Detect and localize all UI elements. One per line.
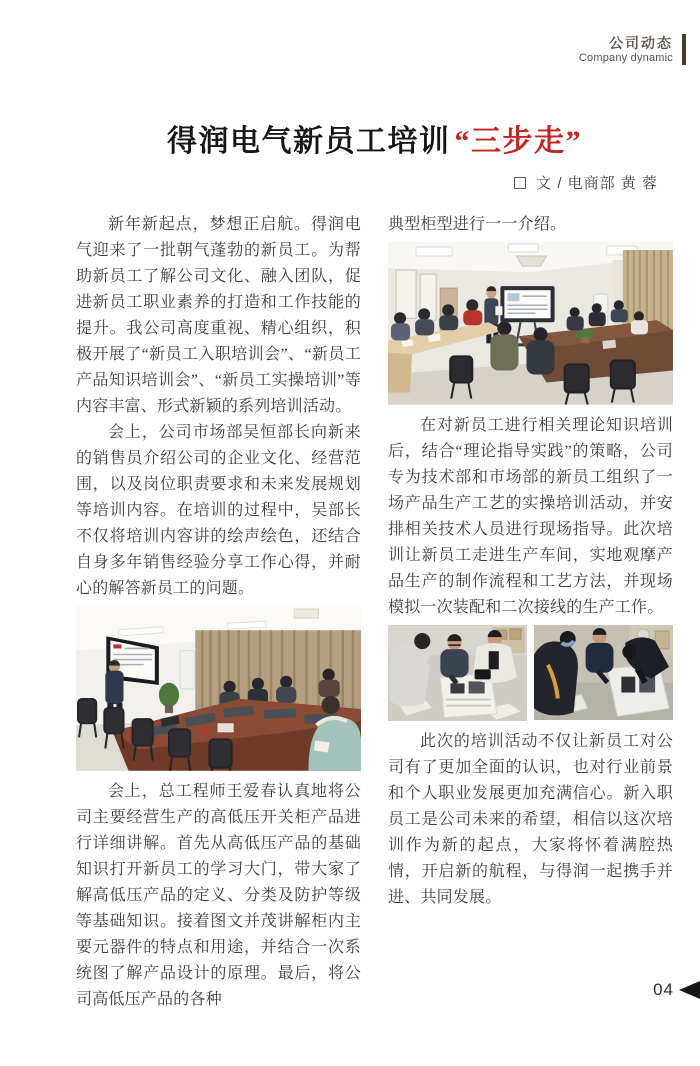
section-header-text [579, 35, 673, 65]
paragraph: 典型柜型进行一一介绍。 [388, 216, 567, 233]
paragraph: 在对新员工进行相关理论知识培训后，结合“理论指导实践”的策略，公司专为技术部和市场部的新员工组织了一场产品生产工艺的实操培训活动，并安排相关技术人员进行现场指导。此次培训让新员工走进生产车间，实地观摩产品生产的制作流程和工艺方法，并现场模拟一次装配和二次接线的生产工作。 [388, 416, 673, 616]
photo-meeting-room-screen-illustration [388, 242, 673, 405]
photo-practice-assembly [388, 625, 527, 722]
article-body [76, 212, 673, 1013]
practice-photos-row [388, 625, 673, 722]
byline-text: 文 / 电商部 黄 蓉 [536, 175, 658, 192]
left-column [76, 212, 361, 1013]
paragraph: 此次的培训活动不仅让新员工对公司有了更加全面的认识，也对行业前景和个人职业发展更加充满信心。新入职员工是公司未来的希望，相信以这次培训作为新的起点，大家将怀着满腔热情，开启新的航程，与得润一起携手并进、共同发展。 [388, 733, 673, 907]
photo-conference-room-tv [76, 606, 361, 771]
header-divider-bar [682, 34, 686, 65]
paragraph: 会上，总工程师王爱春认真地将公司主要经营生产的高低压开关柜产品进行详细讲解。首先从高低压产品的基础知识打开新员工的学习大门，带大家了解高低压产品的定义、分类及防护等级等基础知识。接着图文并茂讲解柜内主要元器件的特点和用途，并结合一次系统图了解产品设计的原理。最后，将公司高低压产品的各种 [76, 782, 361, 1008]
article-title-highlight: “三步走” [454, 125, 582, 158]
page-footer [653, 980, 700, 1000]
photo-practice-wiring-illustration [534, 625, 673, 720]
photo-meeting-room-screen [388, 242, 673, 405]
section-title-en: Company dynamic [578, 51, 673, 64]
page-corner-triangle-icon [679, 981, 700, 999]
article-title-main: 得润电气新员工培训 [167, 125, 451, 158]
article-title [76, 116, 673, 160]
paragraph: 新年新起点，梦想正启航。得润电气迎来了一批朝气蓬勃的新员工。为帮助新员工了解公司文化、融入团队，促进新员工职业素养的打造和工作技能的提升。我公司高度重视、精心组织，积极开展了“新员工入职培训会”、“新员工产品知识培训会”、“新员工实操培训”等内容丰富、形式新颖的系列培训活动。 [76, 216, 361, 415]
page-header [579, 34, 686, 65]
photo-practice-assembly-illustration [388, 625, 527, 722]
paragraph: 会上，公司市场部吴恒部长向新来的销售员介绍公司的企业文化、经营范围，以及岗位职责要求和未来发展规划等培训内容。在培训的过程中，吴部长不仅将培训内容讲的绘声绘色，还结合自身多年销售经验分享工作心得，并耐心的解答新员工的问题。 [76, 424, 361, 597]
page-number: 04 [653, 980, 674, 999]
byline [514, 172, 658, 193]
section-title-zh: 公司动态 [609, 34, 673, 51]
photo-practice-wiring [534, 625, 673, 722]
right-column [388, 212, 673, 1013]
photo-conference-room-tv-illustration [76, 606, 361, 771]
byline-square-icon [514, 177, 526, 189]
